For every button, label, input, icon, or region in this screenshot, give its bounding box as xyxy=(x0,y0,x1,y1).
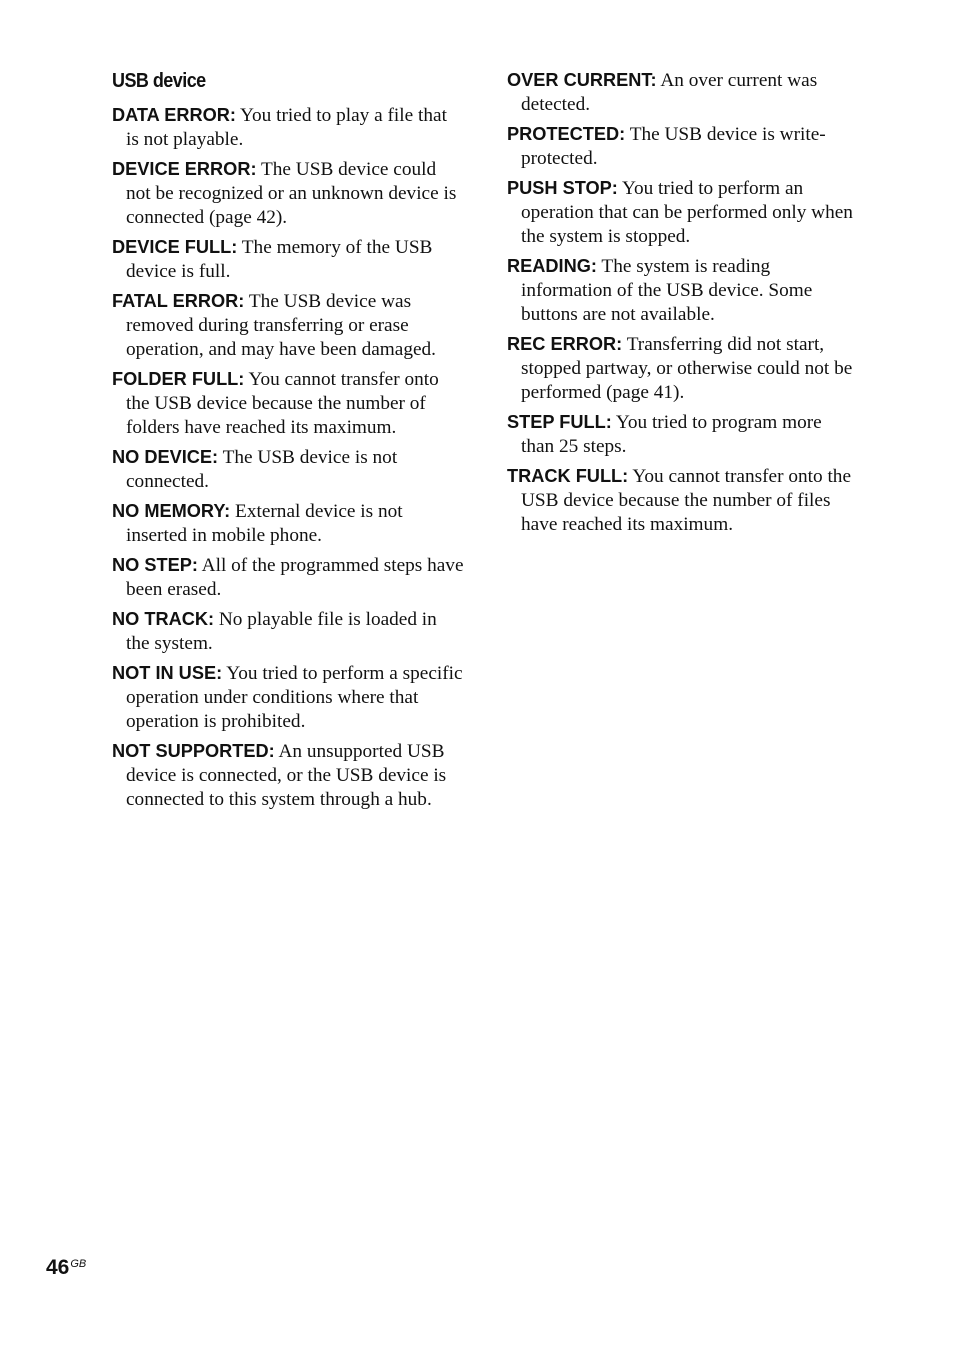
entry-no-track xyxy=(112,607,464,656)
entry-description: External device is not inserted in mobile phone. xyxy=(126,501,403,546)
entry-term: PROTECTED: xyxy=(507,124,626,144)
entry-term: STEP FULL: xyxy=(507,412,612,432)
entry-term: NO MEMORY: xyxy=(112,501,231,521)
entry-protected xyxy=(507,122,859,171)
entry-description: You tried to perform an operation that can be performed only when the system is stopped. xyxy=(521,178,853,247)
entry-push-stop xyxy=(507,176,859,249)
entry-step-full xyxy=(507,410,859,459)
entry-term: FOLDER FULL: xyxy=(112,369,245,389)
entry-description: You cannot transfer onto the USB device because the number of folders have reached its maximum. xyxy=(126,369,439,438)
entry-term: DEVICE FULL: xyxy=(112,237,238,257)
entry-term: READING: xyxy=(507,256,597,276)
entry-description: The USB device could not be recognized or an unknown device is connected (page 42). xyxy=(126,159,457,228)
left-column xyxy=(112,66,464,817)
entry-description: The system is reading information of the USB device. Some buttons are not available. xyxy=(521,256,813,325)
entry-folder-full xyxy=(112,367,464,440)
right-column xyxy=(507,66,859,542)
entry-description: An over current was detected. xyxy=(521,70,818,115)
entry-data-error xyxy=(112,103,464,152)
entry-description: You tried to perform a specific operation under conditions where that operation is prohibited. xyxy=(126,663,463,732)
entry-term: OVER CURRENT: xyxy=(507,70,657,90)
entry-term: NOT IN USE: xyxy=(112,663,223,683)
entry-term: TRACK FULL: xyxy=(507,466,629,486)
entry-description: All of the programmed steps have been erased. xyxy=(126,555,464,600)
entry-no-device xyxy=(112,445,464,494)
section-heading: USB device xyxy=(112,70,206,92)
entry-description: The USB device is not connected. xyxy=(126,447,398,492)
entry-term: NO STEP: xyxy=(112,555,198,575)
entry-not-supported xyxy=(112,739,464,812)
entry-device-error xyxy=(112,157,464,230)
entry-description: You cannot transfer onto the USB device because the number of files have reached its maximum. xyxy=(521,466,852,535)
entry-term: REC ERROR: xyxy=(507,334,623,354)
entry-term: NOT SUPPORTED: xyxy=(112,741,275,761)
entry-term: NO TRACK: xyxy=(112,609,215,629)
entry-description: The USB device was removed during transferring or erase operation, and may have been damaged. xyxy=(126,291,436,360)
entry-device-full xyxy=(112,235,464,284)
entry-term: NO DEVICE: xyxy=(112,447,219,467)
entry-description: An unsupported USB device is connected, or the USB device is connected to this system through a hub. xyxy=(126,741,447,810)
entry-description: Transferring did not start, stopped partway, or otherwise could not be performed (page 41). xyxy=(521,334,853,403)
entry-description: No playable file is loaded in the system. xyxy=(126,609,437,654)
entry-term: DEVICE ERROR: xyxy=(112,159,257,179)
entry-term: DATA ERROR: xyxy=(112,105,236,125)
entry-description: You tried to program more than 25 steps. xyxy=(521,412,822,457)
entry-track-full xyxy=(507,464,859,537)
entry-over-current xyxy=(507,68,859,117)
page-number-value: 46 xyxy=(46,1256,70,1279)
entry-not-in-use xyxy=(112,661,464,734)
entry-description: You tried to play a file that is not playable. xyxy=(126,105,447,150)
page-region-suffix: GB xyxy=(70,1258,87,1270)
entry-fatal-error xyxy=(112,289,464,362)
entry-reading xyxy=(507,254,859,327)
entry-description: The memory of the USB device is full. xyxy=(126,237,433,282)
entry-no-step xyxy=(112,553,464,602)
page-number xyxy=(46,1252,86,1280)
entry-term: FATAL ERROR: xyxy=(112,291,245,311)
entry-no-memory xyxy=(112,499,464,548)
entry-rec-error xyxy=(507,332,859,405)
entry-description: The USB device is write-protected. xyxy=(521,124,826,169)
entry-term: PUSH STOP: xyxy=(507,178,618,198)
